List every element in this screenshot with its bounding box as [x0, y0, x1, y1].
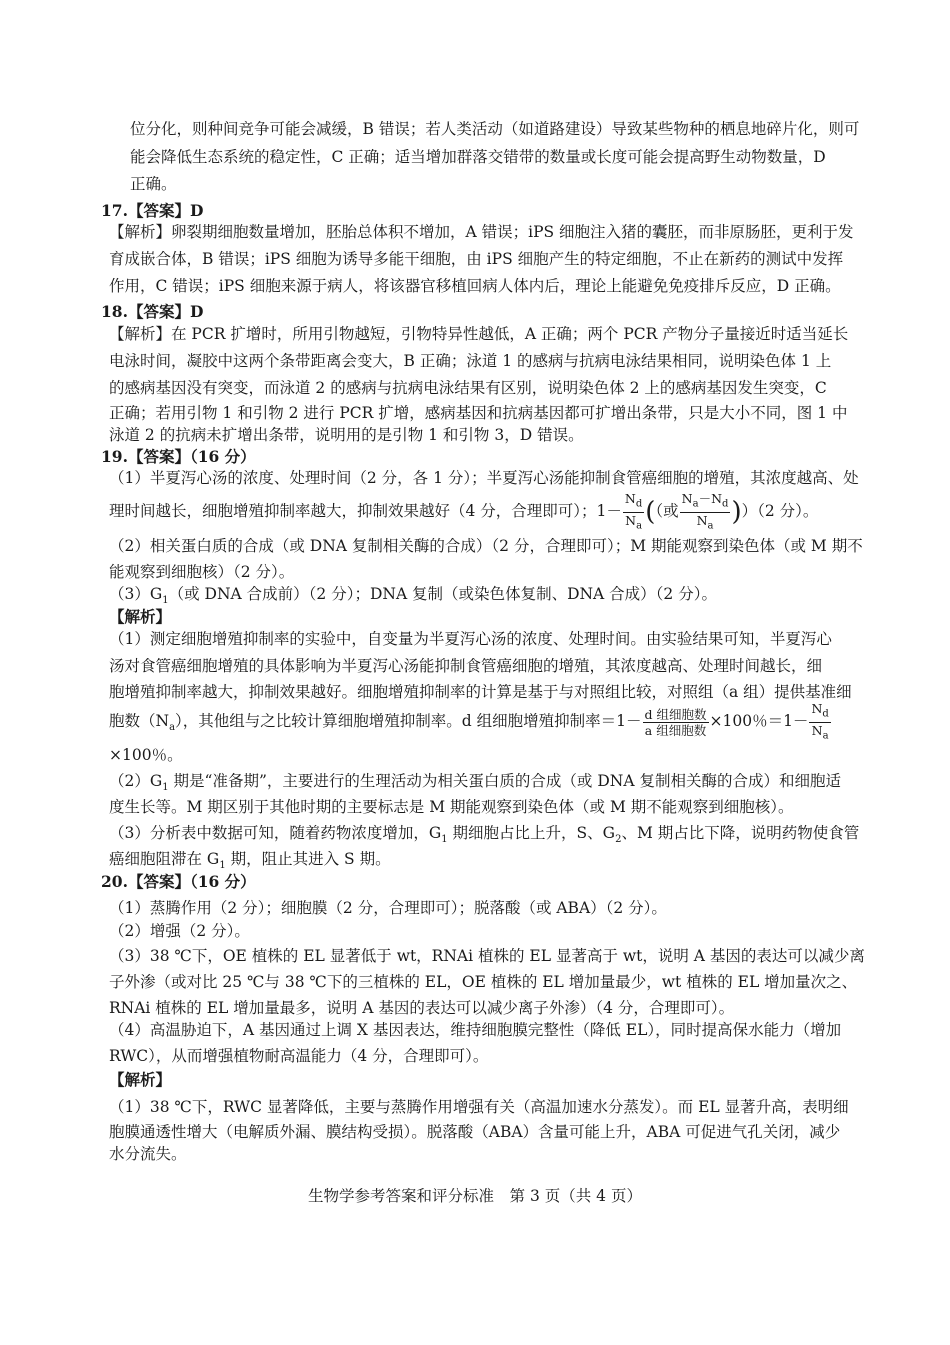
text-line: 胞膜通透性增大（电解质外漏、膜结构受损）。脱落酸（ABA）含量可能上升，ABA 可促进气孔关闭，减少	[109, 1123, 841, 1141]
text-line: 度生长等。M 期区别于其他时期的主要标志是 M 期能观察到染色体（或 M 期不能观察到细胞核）。	[109, 798, 794, 816]
formula-line	[109, 491, 818, 533]
text-line: RWC），从而增强植物耐高温能力（4 分，合理即可）。	[109, 1047, 489, 1065]
text-line: 正确。	[130, 175, 177, 193]
text-line: 位分化，则种间竞争可能会减缓，B 错误；若人类活动（如道路建设）导致某些物种的栖息地碎片化，则可	[130, 120, 860, 138]
q18-answer: 18.【答案】D	[101, 302, 204, 321]
analysis-label: 【解析】	[109, 607, 172, 626]
text-line: 癌细胞阻滞在 $G_1$ 期，阻止其进入 S 期。	[109, 850, 391, 872]
text-line: 水分流失。	[109, 1145, 187, 1163]
q17-answer: 17.【答案】D	[101, 201, 204, 220]
text-span: ）（2 分）。	[741, 502, 819, 520]
text-line: 育成嵌合体，B 错误；iPS 细胞为诱导多能干细胞，由 iPS 细胞产生的特定细胞，不止在新药的测试中发挥	[109, 250, 844, 268]
q19-answer: 19.【答案】（16 分）	[101, 447, 256, 466]
q20-answer: 20.【答案】（16 分）	[101, 872, 256, 891]
fraction: $\frac{N_a-N_d}{N_a}$	[681, 491, 729, 531]
text-line: 【解析】卵裂期细胞数量增加，胚胎总体积不增加，A 错误；iPS 细胞注入猪的囊胚，而非原肠胚，更利于发	[109, 223, 854, 241]
fraction: $\frac{\text{d 组细胞数}}{\text{a 组细胞数}}$	[644, 706, 707, 738]
text-line: 子外渗（或对比 25 ℃与 38 ℃下的三植株的 EL，OE 植株的 EL 增加量最少，wt 植株的 EL 增加量次之、	[109, 973, 858, 991]
text-line: （1）半夏泻心汤的浓度、处理时间（2 分，各 1 分）；半夏泻心汤能抑制食管癌细胞的增殖，其浓度越高、处	[109, 469, 859, 487]
page-footer: 生物学参考答案和评分标准 第 3 页（共 4 页）	[308, 1187, 642, 1205]
paren: )	[731, 497, 742, 527]
text-line: （1）38 ℃下，RWC 显著降低，主要与蒸腾作用增强有关（高温加速水分蒸发）。而 EL 显著升高，表明细	[109, 1098, 849, 1116]
fraction: $\frac{N_d}{N_a}$	[811, 701, 829, 741]
text-line: $(2)G_1$ 期是“准备期”，主要进行的生理活动为相关蛋白质的合成（或 DNA 复制相关酶的合成）和细胞适	[109, 772, 841, 794]
text-line: $(3)G_1$（或 DNA 合成前）（2 分）；DNA 复制（或染色体复制、DNA 合成）（2 分）。	[109, 585, 717, 607]
text-line: 作用，C 错误；iPS 细胞来源于病人，将该器官移植回病人体内后，理论上能避免免疫排斥反应，D 正确。	[109, 277, 841, 295]
text-line: 汤对食管癌细胞增殖的具体影响为半夏泻心汤能抑制食管癌细胞的增殖，其浓度越高、处理时间越长，细	[109, 657, 823, 675]
text-line: 电泳时间，凝胶中这两个条带距离会变大，B 正确；泳道 1 的感病与抗病电泳结果相同，说明染色体 1 上	[109, 352, 832, 370]
text-line: 的感病基因没有突变，而泳道 2 的感病与抗病电泳结果有区别，说明染色体 2 上的感病基因发生突变，C	[109, 379, 827, 397]
text-line: ×100％。	[109, 746, 183, 764]
text-line: 能会降低生态系统的稳定性，C 正确；适当增加群落交错带的数量或长度可能会提高野生动物数量，D	[130, 148, 826, 166]
text-line: 胞增殖抑制率越大，抑制效果越好。细胞增殖抑制率的计算是基于与对照组比较，对照组（a 组）提供基准细	[109, 683, 852, 701]
text-span: （或	[655, 502, 679, 520]
text-line: RNAi 植株的 EL 增加量最多，说明 A 基因的表达可以减少离子外渗）（4 分，合理即可）。	[109, 999, 735, 1017]
text-span: 理时间越长，细胞增殖抑制率越大，抑制效果越好（4 分，合理即可）；1－	[109, 502, 622, 520]
text-line: 能观察到细胞核）（2 分）。	[109, 563, 295, 581]
text-line: （1）测定细胞增殖抑制率的实验中，自变量为半夏泻心汤的浓度、处理时间。由实验结果可知，半夏泻心	[109, 630, 832, 648]
paren: (	[645, 497, 656, 527]
fraction: $\frac{N_d}{N_a}$	[624, 491, 643, 531]
formula-line: 胞数$(N_a)$，其他组与之比较计算细胞增殖抑制率。d 组细胞增殖抑制率＝1－ $\frac{\text{d 组细胞数}}{\text{a 组细胞数}}$ ×100％＝1－ $\frac{N_d}{N_a}$	[109, 701, 829, 741]
text-line: （1）蒸腾作用（2 分）；细胞膜（2 分，合理即可）；脱落酸（或 ABA）（2 分）。	[109, 899, 667, 917]
analysis-label: 【解析】	[109, 1070, 172, 1089]
text-line: 泳道 2 的抗病未扩增出条带，说明用的是引物 1 和引物 3，D 错误。	[109, 426, 584, 444]
text-line: （2）增强（2 分）。	[109, 922, 250, 940]
text-line: （4）高温胁迫下，A 基因通过上调 X 基因表达，维持细胞膜完整性（降低 EL），同时提高保水能力（增加	[109, 1021, 842, 1039]
text-line: （3）38 ℃下，OE 植株的 EL 显著低于 wt，RNAi 植株的 EL 显著高于 wt，说明 A 基因的表达可以减少离	[109, 947, 865, 965]
text-line: 【解析】在 PCR 扩增时，所用引物越短，引物特异性越低，A 正确；两个 PCR 产物分子量接近时适当延长	[109, 325, 849, 343]
text-line: 正确；若用引物 1 和引物 2 进行 PCR 扩增，感病基因和抗病基因都可扩增出条带，只是大小不同，图 1 中	[109, 404, 848, 422]
text-line: （2）相关蛋白质的合成（或 DNA 复制相关酶的合成）（2 分，合理即可）；M 期能观察到染色体（或 M 期不	[109, 537, 863, 555]
text-line: （3）分析表中数据可知，随着药物浓度增加，$G_1$ 期细胞占比上升，S、$G_2$、M 期占比下降，说明药物使食管	[109, 824, 860, 846]
